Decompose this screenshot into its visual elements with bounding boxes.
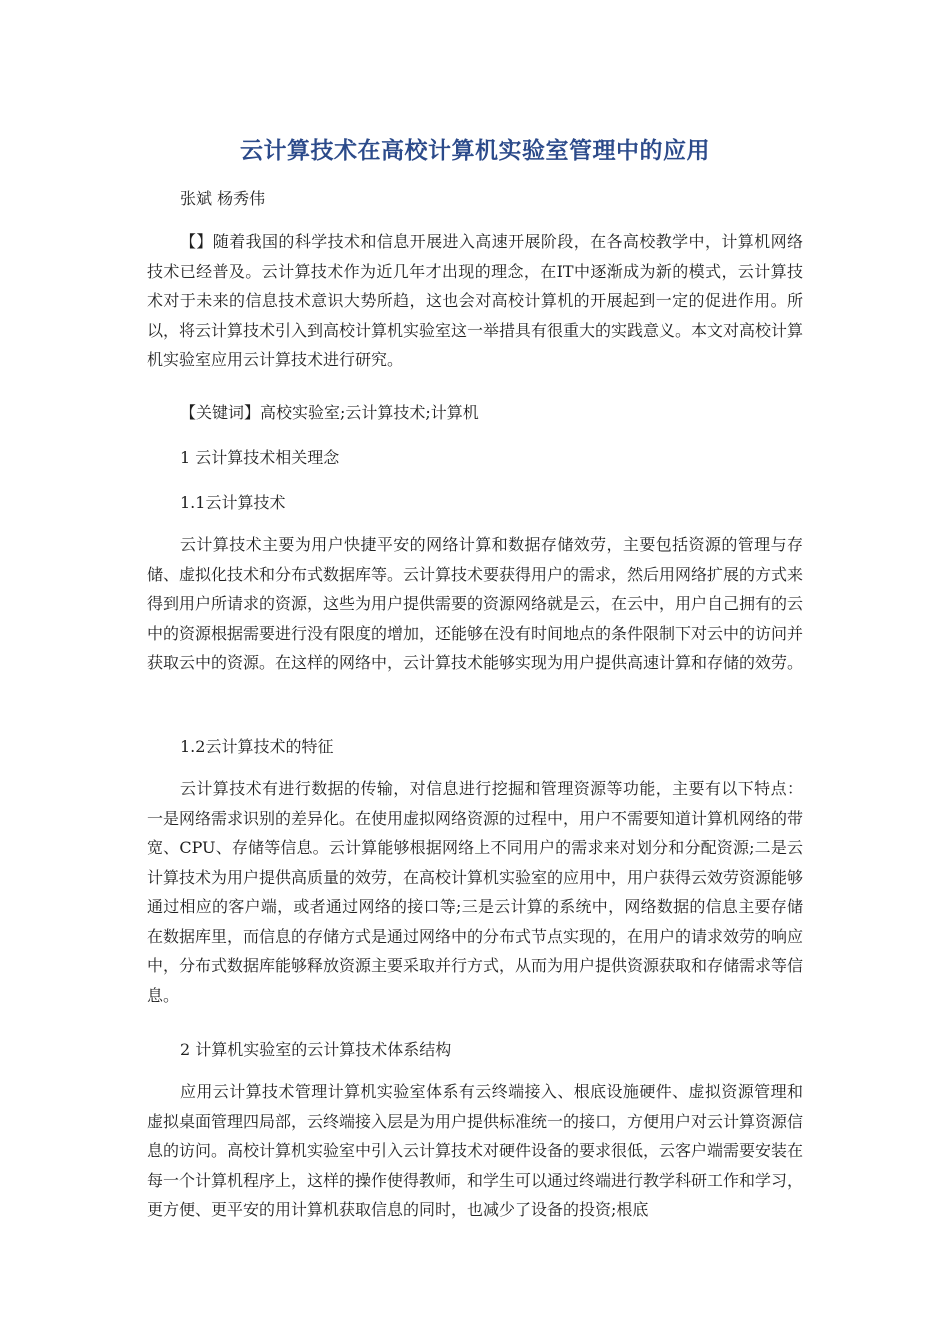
section-2-heading: 2 计算机实验室的云计算技术体系结构 [180, 1040, 452, 1059]
section-1-1-paragraph: 云计算技术主要为用户快捷平安的网络计算和数据存储效劳，主要包括资源的管理与存储、虚拟化技术和分布式数据库等。云计算技术要获得用户的需求，然后用网络扩展的方式来得到用户所请求的资源，这些为用户提供需要的资源网络就是云，在云中，用户自己拥有的云中的资源根据需要进行没有限度的增加，还能够在没有时间地点的条件限制下对云中的访问并获取云中的资源。在这样的网络中，云计算技术能够实现为用户提供高速计算和存储的效劳。 [147, 535, 804, 672]
section-1-1-heading: 1.1云计算技术 [180, 493, 286, 512]
section-1-heading: 1 云计算技术相关理念 [180, 448, 340, 467]
authors-line: 张斌 杨秀伟 [180, 189, 266, 208]
section-1-2-paragraph: 云计算技术有进行数据的传输，对信息进行挖掘和管理资源等功能，主要有以下特点：一是网络需求识别的差异化。在使用虚拟网络资源的过程中，用户不需要知道计算机网络的带宽、CPU、存储等信息。云计算能够根据网络上不同用户的需求来对划分和分配资源;二是云计算技术为用户提供高质量的效劳，在高校计算机实验室的应用中，用户获得云效劳资源能够通过相应的客户端，或者通过网络的接口等;三是云计算的系统中，网络数据的信息主要存储在数据库里，而信息的存储方式是通过网络中的分布式节点实现的，在用户的请求效劳的响应中，分布式数据库能够释放资源主要采取并行方式，从而为用户提供资源获取和存储需求等信息。 [147, 779, 804, 1005]
section-2-paragraph: 应用云计算技术管理计算机实验室体系有云终端接入、根底设施硬件、虚拟资源管理和虚拟桌面管理四局部，云终端接入层是为用户提供标准统一的接口，方便用户对云计算资源信息的访问。高校计算机实验室中引入云计算技术对硬件设备的要求很低，云客户端需要安装在每一个计算机程序上，这样的操作使得教师，和学生可以通过终端进行教学科研工作和学习，更方便、更平安的用计算机获取信息的同时，也减少了设备的投资;根底 [147, 1082, 804, 1219]
abstract-paragraph: 【】随着我国的科学技术和信息开展进入高速开展阶段，在各高校教学中，计算机网络技术已经普及。云计算技术作为近几年才出现的理念，在IT中逐渐成为新的模式，云计算技术对于未来的信息技术意识大势所趋，这也会对高校计算机的开展起到一定的促进作用。所以，将云计算技术引入到高校计算机实验室这一举措具有很重大的实践意义。本文对高校计算机实验室应用云计算技术进行研究。 [147, 232, 804, 369]
keywords-line: 【关键词】高校实验室;云计算技术;计算机 [180, 403, 479, 422]
page-title: 云计算技术在高校计算机实验室管理中的应用 [240, 138, 710, 164]
section-1-2-heading: 1.2云计算技术的特征 [180, 737, 334, 756]
